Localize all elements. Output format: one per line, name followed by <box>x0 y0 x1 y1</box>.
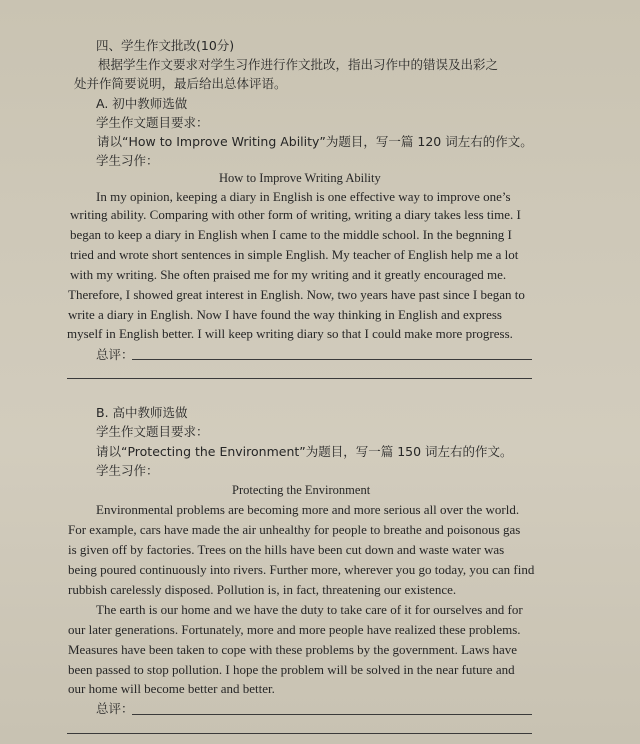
part-a-essay-line: with my writing. She often praised me for my writing and it greatly encouraged me. <box>70 267 507 282</box>
part-b-essay-line: our later generations. Fortunately, more and more people have realized these problems. <box>68 622 521 637</box>
part-a-essay-line: Therefore, I showed great interest in English. Now, two years have past since I began to <box>68 287 525 302</box>
part-a-essay-label: 学生习作： <box>96 153 159 168</box>
part-b-comment-line-2 <box>67 733 532 734</box>
part-a-label: A. 初中教师选做 <box>96 96 188 111</box>
part-b-essay-label: 学生习作： <box>96 463 159 478</box>
part-b-essay-line: Measures have been taken to cope with these problems by the government. Laws have <box>68 642 518 657</box>
part-a-essay-line: tried and wrote short sentences in simple English. My teacher of English help me a lot <box>70 247 519 262</box>
instruction-line-1: 根据学生作文要求对学生习作进行作文批改，指出习作中的错误及出彩之 <box>98 57 499 72</box>
part-b-essay-line: For example, cars have made the air unhealthy for people to breathe and poisonous gas <box>68 522 521 537</box>
part-b-requirement: 请以“Protecting the Environment”为题目，写一篇 150 词左右的作文。 <box>96 444 513 459</box>
part-b-comment-label: 总评： <box>96 701 134 716</box>
part-b-requirement-label: 学生作文题目要求： <box>96 424 209 439</box>
part-b-label: B. 高中教师选做 <box>96 405 188 420</box>
part-b-essay-line: Environmental problems are becoming more and more serious all over the world. <box>96 502 520 517</box>
part-b-comment-line-1 <box>132 714 532 715</box>
part-b-essay-line: being poured continuously into rivers. Further more, wherever you go today, you can find <box>68 562 535 577</box>
part-b-essay-line: our home will become better and better. <box>68 681 275 696</box>
part-a-essay-line: began to keep a diary in English when I came to the middle school. In the begnning I <box>70 227 512 242</box>
part-b-essay-line: rubbish carelessly disposed. Pollution is, in fact, threatening our existence. <box>68 582 457 597</box>
part-a-essay-line: write a diary in English. Now I have found the way thinking in English and express <box>68 307 502 322</box>
part-a-essay-line: In my opinion, keeping a diary in English is one effective way to improve one’s <box>96 189 511 204</box>
part-b-essay-line: is given off by factories. Trees on the hills have been cut down and waste water was <box>68 542 505 557</box>
part-a-requirement-label: 学生作文题目要求： <box>96 115 209 130</box>
part-a-essay-line: myself in English better. I will keep writing diary so that I could make more progress. <box>67 326 513 341</box>
part-a-requirement: 请以“How to Improve Writing Ability”为题目，写一篇 120 词左右的作文。 <box>97 134 533 149</box>
part-b-essay-title: Protecting the Environment <box>232 483 371 497</box>
part-a-essay-line: writing ability. Comparing with other form of writing, writing a diary takes less time. I <box>70 207 521 222</box>
section-heading: 四、学生作文批改(10分) <box>96 38 235 53</box>
part-a-comment-label: 总评： <box>96 347 134 362</box>
part-a-comment-line-1 <box>132 359 532 360</box>
part-b-essay-line: been passed to stop pollution. I hope the problem will be solved in the near future and <box>68 662 515 677</box>
part-a-comment-line-2 <box>67 378 532 379</box>
part-b-essay-line: The earth is our home and we have the duty to take care of it for ourselves and for <box>96 602 523 617</box>
part-a-essay-title: How to Improve Writing Ability <box>219 171 381 185</box>
instruction-line-2: 处并作简要说明，最后给出总体评语。 <box>74 76 287 91</box>
